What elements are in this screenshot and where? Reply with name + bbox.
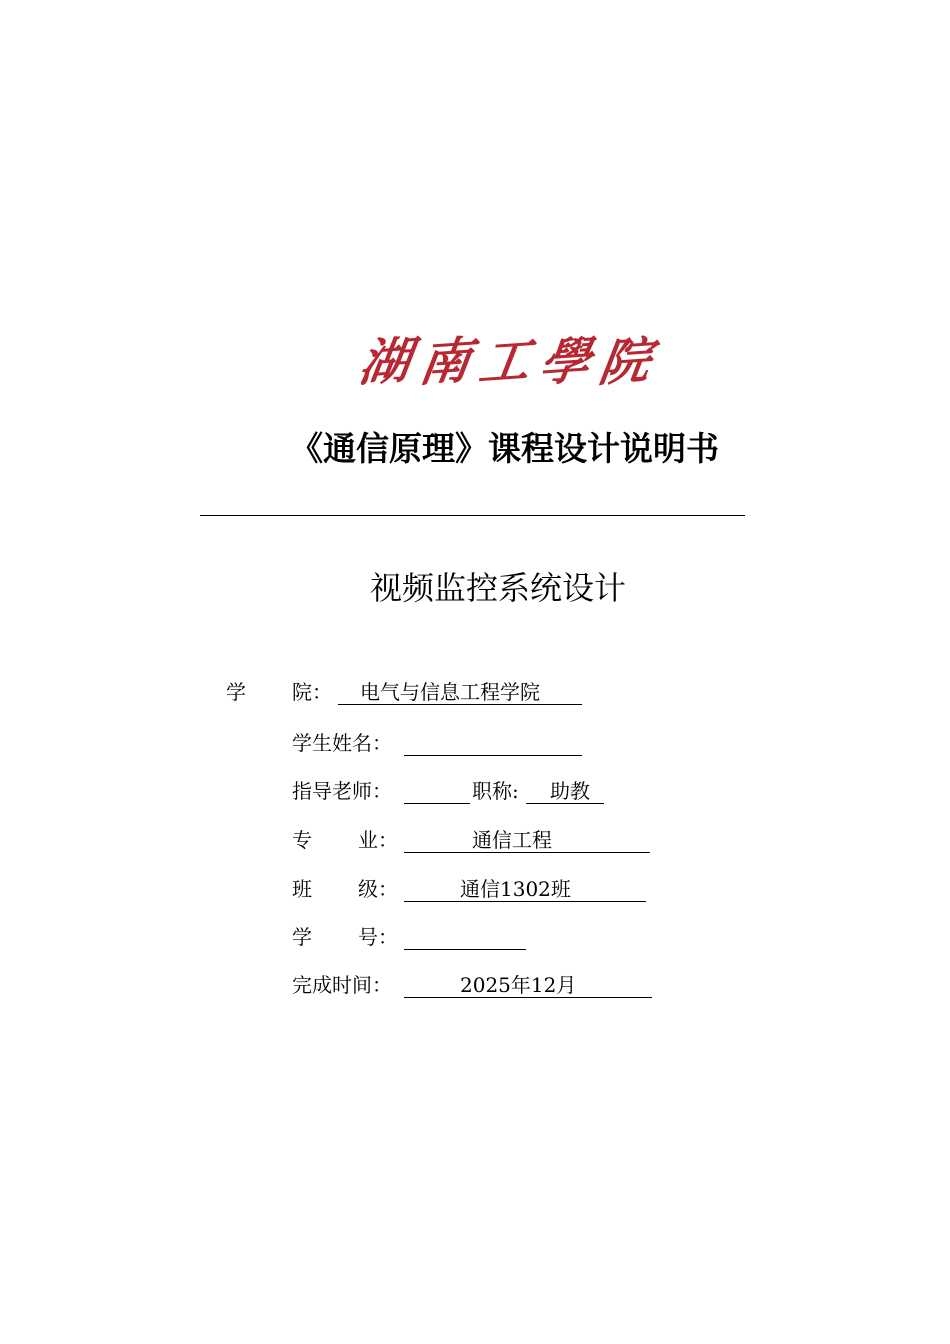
- major-underline: [404, 826, 650, 853]
- logo-char-4: 學: [535, 330, 595, 393]
- advisor-title-underline: [526, 777, 604, 804]
- completion-label: 完成时间：: [292, 973, 392, 997]
- field-major: [292, 826, 652, 854]
- student-name-label: 学生姓名：: [292, 731, 392, 755]
- major-value: 通信工程: [472, 828, 552, 852]
- field-student-name: [292, 729, 592, 757]
- field-advisor: [292, 777, 612, 805]
- student-id-label-b: 号：: [358, 925, 398, 949]
- project-title: 视频监控系统设计: [370, 569, 627, 607]
- field-student-id: [292, 923, 592, 951]
- title-divider: [200, 515, 745, 516]
- logo-char-2: 南: [415, 330, 475, 393]
- student-id-underline: [404, 923, 526, 950]
- field-college: [226, 678, 586, 706]
- college-value: 电气与信息工程学院: [360, 680, 540, 704]
- advisor-title-label: 职称:: [472, 779, 519, 803]
- document-title: 《通信原理》课程设计说明书: [290, 429, 719, 468]
- completion-underline: [404, 971, 652, 998]
- class-label-a: 班: [292, 877, 312, 901]
- advisor-title-value: 助教: [550, 779, 590, 803]
- university-logo: [355, 330, 655, 394]
- college-label-a: 学: [226, 680, 246, 704]
- student-id-label-a: 学: [292, 925, 312, 949]
- student-name-underline: [404, 729, 582, 756]
- field-completion-date: [292, 971, 662, 999]
- logo-char-3: 工: [475, 330, 535, 393]
- class-value: 通信1302班: [460, 877, 571, 901]
- college-label-b: 院：: [292, 680, 332, 704]
- advisor-underline: [404, 777, 470, 804]
- advisor-label: 指导老师：: [292, 779, 392, 803]
- major-label-a: 专: [292, 828, 312, 852]
- logo-char-1: 湖: [355, 330, 415, 393]
- college-underline: [338, 678, 582, 705]
- logo-char-5: 院: [595, 330, 655, 393]
- class-label-b: 级：: [358, 877, 398, 901]
- major-label-b: 业：: [358, 828, 398, 852]
- class-underline: [404, 875, 646, 902]
- completion-value: 2025年12月: [460, 973, 577, 997]
- field-class: [292, 875, 652, 903]
